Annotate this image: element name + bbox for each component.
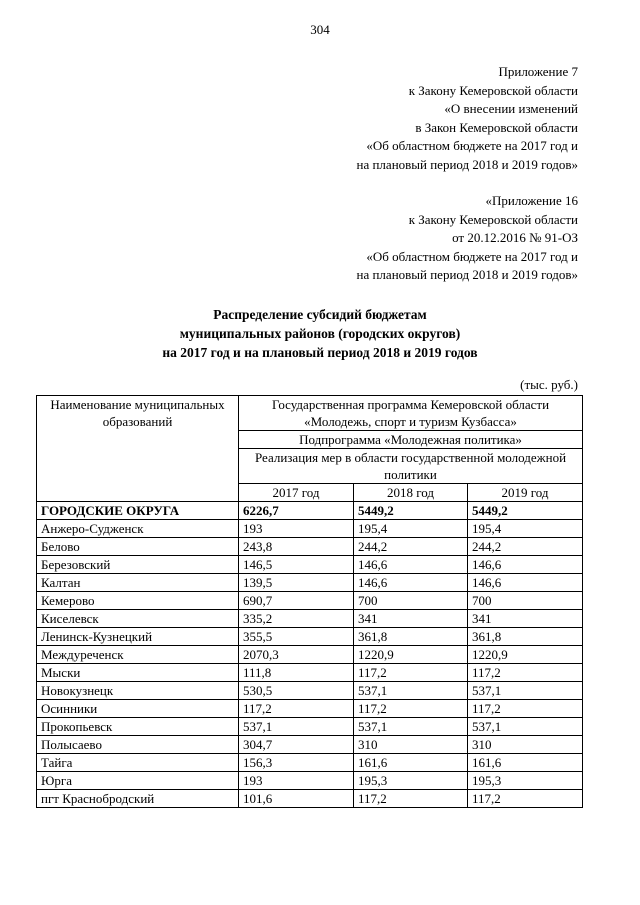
value-2017: 156,3 xyxy=(239,754,354,772)
value-2019: 146,6 xyxy=(468,556,583,574)
value-2017: 537,1 xyxy=(239,718,354,736)
value-2017: 690,7 xyxy=(239,592,354,610)
municipality-name: Юрга xyxy=(37,772,239,790)
table-row xyxy=(37,736,583,754)
value-2018: 310 xyxy=(354,736,468,754)
value-2019: 117,2 xyxy=(468,700,583,718)
value-2019: 195,3 xyxy=(468,772,583,790)
municipality-name: Полысаево xyxy=(37,736,239,754)
appendix-16-line: на плановый период 2018 и 2019 годов» xyxy=(356,267,578,282)
value-2019: 195,4 xyxy=(468,520,583,538)
value-2019: 1220,9 xyxy=(468,646,583,664)
group-value-2019: 5449,2 xyxy=(468,502,583,520)
value-2019: 310 xyxy=(468,736,583,754)
appendix-7-line: в Закон Кемеровской области xyxy=(415,119,578,135)
municipality-name: Белово xyxy=(37,538,239,556)
table-row xyxy=(37,772,583,790)
value-2017: 243,8 xyxy=(239,538,354,556)
value-2017: 335,2 xyxy=(239,610,354,628)
value-2017: 139,5 xyxy=(239,574,354,592)
table-row xyxy=(37,664,583,682)
appendix-7-line: к Закону Кемеровской области xyxy=(408,82,578,98)
value-2019: 537,1 xyxy=(468,682,583,700)
appendix-16-line: «Об областном бюджете на 2017 год и xyxy=(366,248,578,264)
value-2018: 195,4 xyxy=(354,520,468,538)
value-2019: 361,8 xyxy=(468,628,583,646)
value-2018: 146,6 xyxy=(354,574,468,592)
table-row xyxy=(37,718,583,736)
appendix-7-line: Приложение 7 xyxy=(498,64,578,79)
table-row xyxy=(37,628,583,646)
value-2018: 537,1 xyxy=(354,682,468,700)
appendix-7-line: на плановый период 2018 и 2019 годов» xyxy=(356,156,578,172)
year-header-2017: 2017 год xyxy=(239,484,354,502)
municipality-name: Киселевск xyxy=(37,610,239,628)
value-2017: 530,5 xyxy=(239,682,354,700)
value-2017: 193 xyxy=(239,772,354,790)
value-2017: 101,6 xyxy=(239,790,354,808)
document-title-line: муниципальных районов (городских округов) xyxy=(179,326,461,341)
value-2019: 341 xyxy=(468,610,583,628)
municipality-name: Березовский xyxy=(37,556,239,574)
value-2019: 537,1 xyxy=(468,718,583,736)
municipality-name: Ленинск-Кузнецкий xyxy=(37,628,239,646)
subsidy-table xyxy=(36,395,583,808)
value-2017: 2070,3 xyxy=(239,646,354,664)
table-row xyxy=(37,538,583,556)
table-row xyxy=(37,700,583,718)
name-column-header: Наименование муниципальных образований xyxy=(37,396,239,502)
appendix-16-line: «Приложение 16 xyxy=(485,193,578,208)
value-2019: 146,6 xyxy=(468,574,583,592)
appendix-16-line: от 20.12.2016 № 91-ОЗ xyxy=(452,230,578,245)
appendix-7-line: «Об областном бюджете на 2017 год и xyxy=(366,138,578,153)
municipality-name: Калтан xyxy=(37,574,239,592)
appendix-7-line: «О внесении изменений xyxy=(444,101,578,116)
municipality-name: Тайга xyxy=(37,754,239,772)
value-2018: 700 xyxy=(354,592,468,610)
table-row xyxy=(37,754,583,772)
value-2017: 111,8 xyxy=(239,664,354,682)
value-2018: 195,3 xyxy=(354,772,468,790)
table-row xyxy=(37,790,583,808)
program-header: Государственная программа Кемеровской области «Молодежь, спорт и туризм Кузбасса» xyxy=(239,396,583,431)
value-2018: 117,2 xyxy=(354,664,468,682)
value-2018: 244,2 xyxy=(354,538,468,556)
appendix-7-header xyxy=(357,63,579,174)
year-header-2019: 2019 год xyxy=(468,484,583,502)
table-row xyxy=(37,682,583,700)
table-row xyxy=(37,592,583,610)
page-number: 304 xyxy=(310,22,330,37)
table-row xyxy=(37,610,583,628)
units-label: (тыс. руб.) xyxy=(520,377,578,392)
value-2018: 361,8 xyxy=(354,628,468,646)
subprogram-header: Подпрограмма «Молодежная политика» xyxy=(239,431,583,449)
value-2019: 117,2 xyxy=(468,790,583,808)
value-2019: 700 xyxy=(468,592,583,610)
table-row xyxy=(37,520,583,538)
value-2019: 244,2 xyxy=(468,538,583,556)
appendix-16-line: к Закону Кемеровской области xyxy=(408,211,578,227)
document-title-line: Распределение субсидий бюджетам xyxy=(213,307,427,322)
municipality-name: Осинники xyxy=(37,700,239,718)
measure-header: Реализация мер в области государственной молодежной политики xyxy=(239,449,583,484)
group-value-2018: 5449,2 xyxy=(354,502,468,520)
value-2017: 304,7 xyxy=(239,736,354,754)
municipality-name: Прокопьевск xyxy=(37,718,239,736)
value-2017: 193 xyxy=(239,520,354,538)
table-row xyxy=(37,574,583,592)
value-2018: 117,2 xyxy=(354,790,468,808)
value-2017: 117,2 xyxy=(239,700,354,718)
group-value-2017: 6226,7 xyxy=(239,502,354,520)
value-2018: 161,6 xyxy=(354,754,468,772)
appendix-16-header xyxy=(357,192,579,285)
municipality-name: Кемерово xyxy=(37,592,239,610)
value-2018: 146,6 xyxy=(354,556,468,574)
value-2019: 117,2 xyxy=(468,664,583,682)
value-2018: 537,1 xyxy=(354,718,468,736)
table-row xyxy=(37,556,583,574)
table-row xyxy=(37,646,583,664)
value-2017: 146,5 xyxy=(239,556,354,574)
value-2019: 161,6 xyxy=(468,754,583,772)
municipality-name: Новокузнецк xyxy=(37,682,239,700)
group-row-city-districts xyxy=(37,502,583,520)
group-name: ГОРОДСКИЕ ОКРУГА xyxy=(37,502,239,520)
document-title-line: на 2017 год и на плановый период 2018 и 2019 годов xyxy=(162,345,478,360)
value-2017: 355,5 xyxy=(239,628,354,646)
municipality-name: Междуреченск xyxy=(37,646,239,664)
value-2018: 1220,9 xyxy=(354,646,468,664)
municipality-name: Анжеро-Судженск xyxy=(37,520,239,538)
value-2018: 341 xyxy=(354,610,468,628)
municipality-name: Мыски xyxy=(37,664,239,682)
municipality-name: пгт Краснобродский xyxy=(37,790,239,808)
document-title xyxy=(0,305,640,362)
value-2018: 117,2 xyxy=(354,700,468,718)
year-header-2018: 2018 год xyxy=(354,484,468,502)
